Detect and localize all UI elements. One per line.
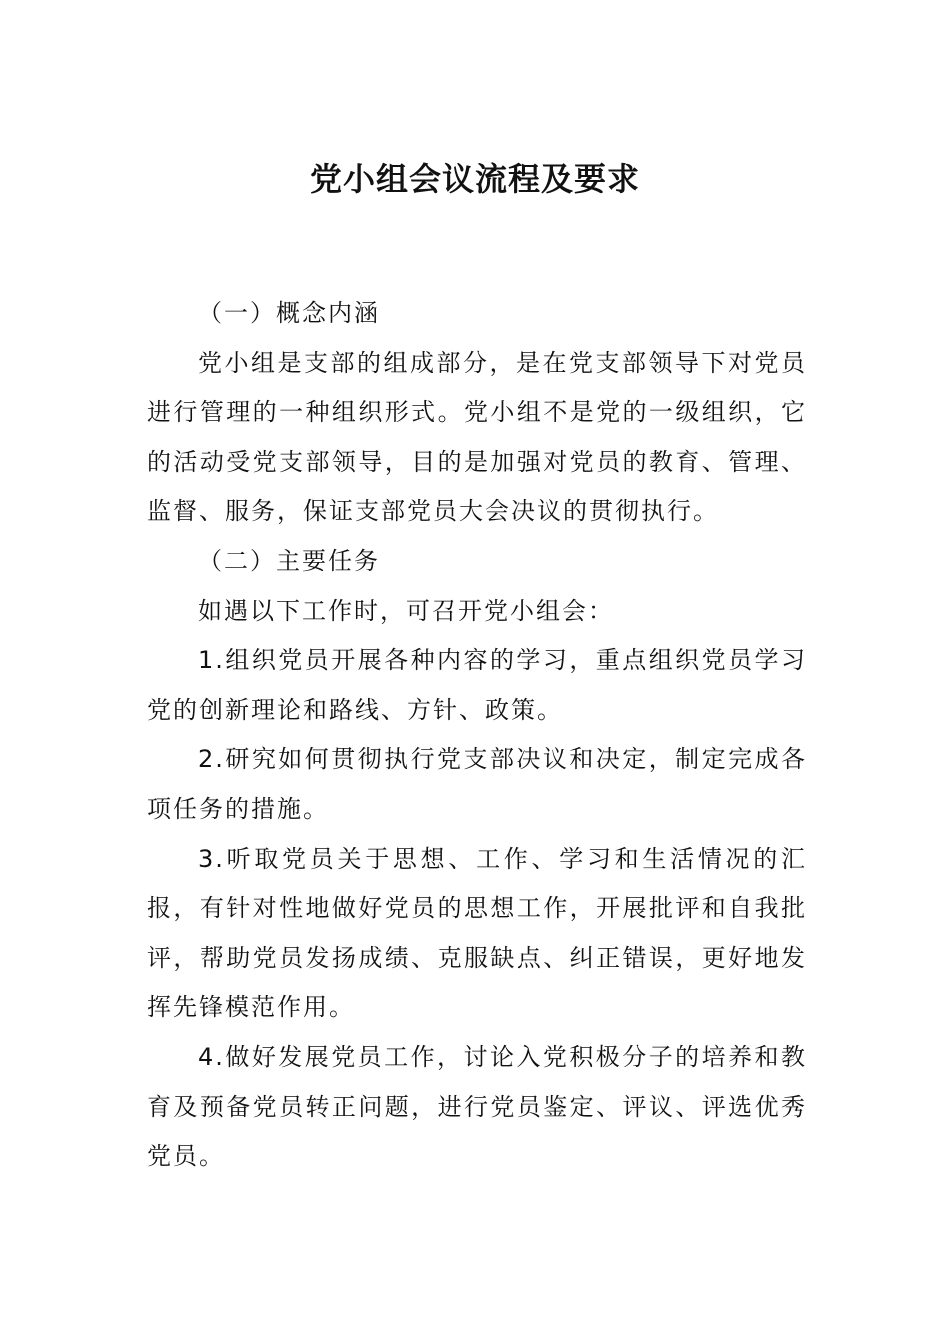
section-heading-tasks: （二）主要任务 — [198, 546, 380, 575]
paragraph-intro: 如遇以下工作时，可召开党小组会： — [198, 596, 614, 625]
paragraph-concept: 党小组是支部的组成部分，是在党支部领导下对党员进行管理的一种组织形式。党小组不是党的一级组织，它的活动受党支部领导，目的是加强对党员的教育、管理、监督、服务，保证支部党员大会决议的贯彻执行。 — [147, 348, 807, 526]
document-title: 党小组会议流程及要求 — [309, 160, 640, 198]
list-item-3: 3.听取党员关于思想、工作、学习和生活情况的汇报，有针对性地做好党员的思想工作，开展批评和自我批评，帮助党员发扬成绩、克服缺点、纠正错误，更好地发挥先锋模范作用。 — [147, 844, 807, 1022]
list-item-2: 2.研究如何贯彻执行党支部决议和决定，制定完成各项任务的措施。 — [147, 745, 807, 823]
list-item-4: 4.做好发展党员工作，讨论入党积极分子的培养和教育及预备党员转正问题，进行党员鉴定、评议、评选优秀党员。 — [147, 1042, 807, 1171]
section-heading-concept: （一）概念内涵 — [198, 299, 380, 327]
list-item-1: 1.组织党员开展各种内容的学习，重点组织党员学习党的创新理论和路线、方针、政策。 — [147, 646, 807, 724]
document-body — [147, 289, 807, 1182]
